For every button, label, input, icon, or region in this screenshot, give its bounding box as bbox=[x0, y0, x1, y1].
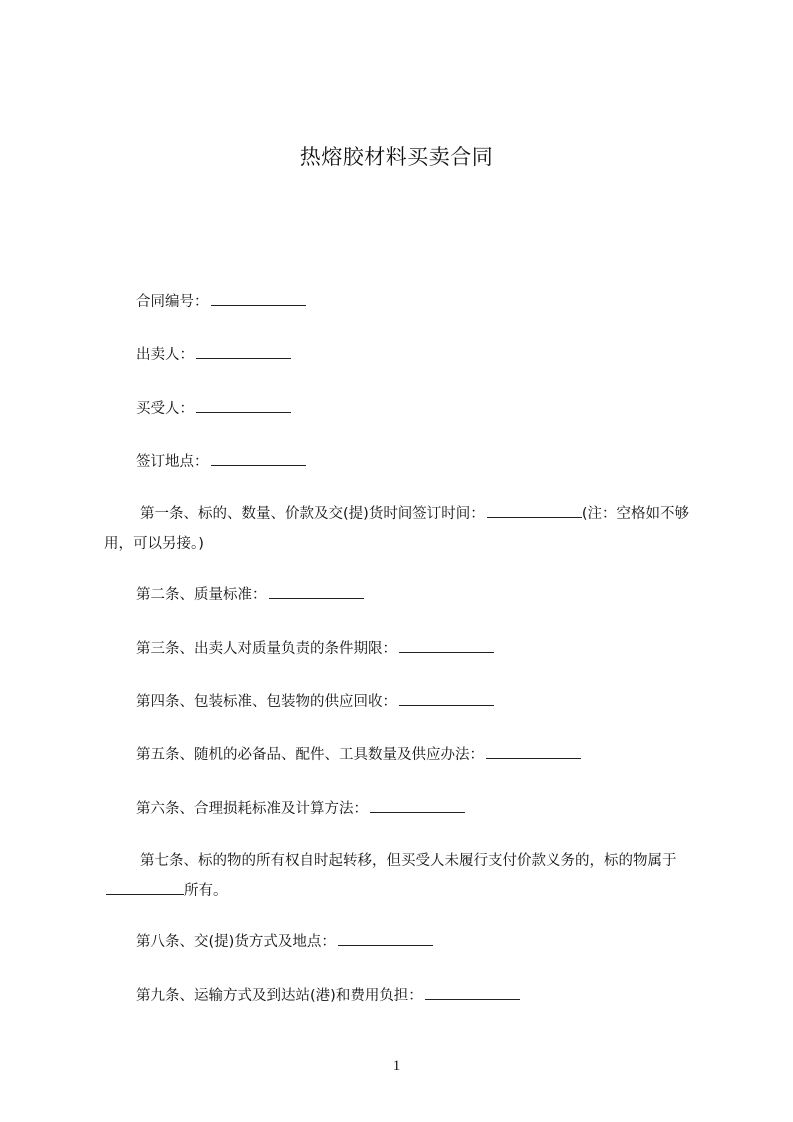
article-2-text: 第二条、质量标准： bbox=[136, 587, 267, 603]
article-6 bbox=[136, 798, 465, 819]
sign-place-blank[interactable] bbox=[211, 451, 306, 466]
seller-label: 出卖人： bbox=[136, 347, 194, 363]
article-7-text: 第七条、标的物的所有权自时起转移，但买受人未履行支付价款义务的，标的物属于 bbox=[140, 853, 677, 869]
article-5 bbox=[136, 744, 581, 765]
article-1-text: 第一条、标的、数量、价款及交(提)货时间签订时间： bbox=[140, 506, 485, 522]
sign-place-label: 签订地点： bbox=[136, 454, 209, 470]
article-8-text: 第八条、交(提)货方式及地点： bbox=[136, 934, 336, 950]
article-2-blank[interactable] bbox=[269, 584, 364, 599]
article-1-note: (注：空格如不够用，可以另接。) bbox=[104, 506, 689, 552]
seller-blank[interactable] bbox=[196, 344, 291, 359]
article-9-blank[interactable] bbox=[425, 985, 520, 1000]
article-5-blank[interactable] bbox=[486, 744, 581, 759]
article-3 bbox=[136, 638, 494, 659]
article-4-text: 第四条、包装标准、包装物的供应回收： bbox=[136, 694, 397, 710]
article-3-text: 第三条、出卖人对质量负责的条件期限： bbox=[136, 641, 397, 657]
buyer-line bbox=[136, 398, 291, 419]
seller-line bbox=[136, 344, 291, 365]
article-9-text: 第九条、运输方式及到达站(港)和费用负担： bbox=[136, 988, 423, 1004]
document-title: 热熔胶材料买卖合同 bbox=[299, 145, 494, 169]
article-1 bbox=[104, 499, 702, 559]
contract-number-label: 合同编号： bbox=[136, 294, 209, 310]
contract-number-line bbox=[136, 291, 306, 312]
article-3-blank[interactable] bbox=[399, 638, 494, 653]
article-6-blank[interactable] bbox=[370, 798, 465, 813]
sign-place-line bbox=[136, 451, 306, 472]
buyer-blank[interactable] bbox=[196, 398, 291, 413]
article-9 bbox=[136, 985, 520, 1006]
contract-number-blank[interactable] bbox=[211, 291, 306, 306]
buyer-label: 买受人： bbox=[136, 401, 194, 417]
article-8-blank[interactable] bbox=[338, 931, 433, 946]
article-5-text: 第五条、随机的必备品、配件、工具数量及供应办法： bbox=[136, 747, 484, 763]
article-6-text: 第六条、合理损耗标准及计算方法： bbox=[136, 801, 368, 817]
page-number: 1 bbox=[392, 1058, 401, 1074]
article-4-blank[interactable] bbox=[399, 691, 494, 706]
article-1-blank[interactable] bbox=[487, 503, 582, 518]
article-7-blank[interactable] bbox=[106, 880, 184, 895]
article-8 bbox=[136, 931, 433, 952]
article-2 bbox=[136, 584, 364, 605]
article-7-tail: 所有。 bbox=[184, 883, 228, 899]
article-4 bbox=[136, 691, 494, 712]
article-7 bbox=[104, 846, 702, 906]
